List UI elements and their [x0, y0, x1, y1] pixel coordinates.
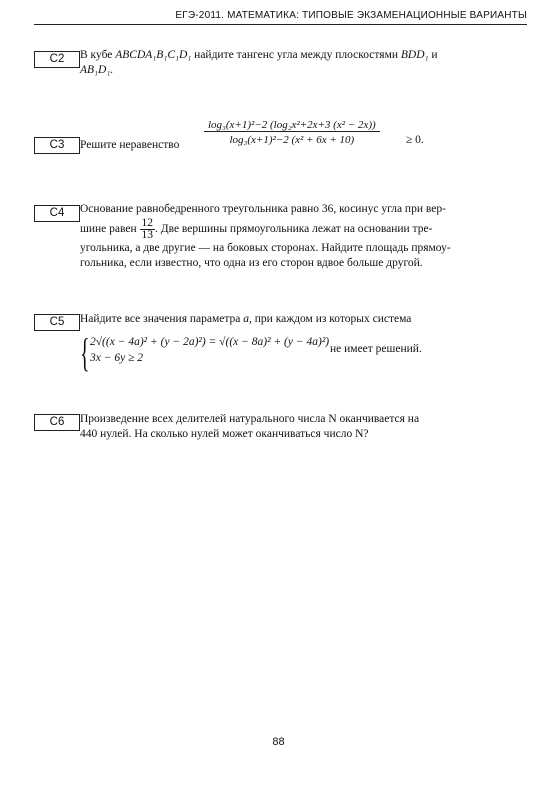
brace-icon: { — [80, 330, 90, 375]
task-text: Произведение всех делителей натурального числа N оканчивается на 440 нулей. На сколько нулей может оканчиваться число N? — [80, 413, 420, 440]
task-text: Основание равнобедренного треугольника равно 36, косинус угла при вер- шине равен $\frac{12}{13}$ . Две вершины прямоугольника лежат на основании тре- угольника, а две другие — на боковых сторонах. Найдите площадь прямоу- гольника, если известно, что одна из его сторон вдвое больше другой. — [80, 203, 451, 269]
task-text: Найдите все значения параметра a, при каждом из которых система — [80, 313, 412, 325]
task-text: В кубе ABCDA₁B₁C₁D₁ найдите тангенс угла между плоскостями BDD₁ и AB₁D₁. — [80, 49, 438, 76]
system-tail: не имеет решений. — [330, 343, 422, 355]
task-badge: C5 — [34, 314, 80, 331]
inequality-fraction — [204, 119, 380, 146]
system-equation-1: 2√((x − 4a)² + (y − 2a)²) = √((x − 8a)² + (y − 4a)²) — [90, 336, 330, 348]
task-text: Решите неравенство — [80, 139, 180, 151]
page-number: 88 — [272, 736, 285, 748]
running-header: ЕГЭ-2011. МАТЕМАТИКА: ТИПОВЫЕ ЭКЗАМЕНАЦИОННЫЕ ВАРИАНТЫ — [34, 10, 527, 25]
fraction-denominator: log₃(x+1)²−2 (x² + 6x + 10) — [229, 134, 355, 146]
task-badge: C2 — [34, 51, 80, 68]
task-badge: C4 — [34, 205, 80, 222]
task-badge: C3 — [34, 137, 80, 154]
inequality-relation: ≥ 0. — [406, 134, 424, 146]
cosine-fraction: $\frac{12}{13}$ — [141, 216, 153, 241]
task-badge: C6 — [34, 414, 80, 431]
system-equation-2: 3x − 6y ≥ 2 — [90, 352, 144, 364]
fraction-numerator: log₃(x+1)²−2 (log₂x²+2x+3 (x² − 2x)) — [204, 119, 380, 132]
